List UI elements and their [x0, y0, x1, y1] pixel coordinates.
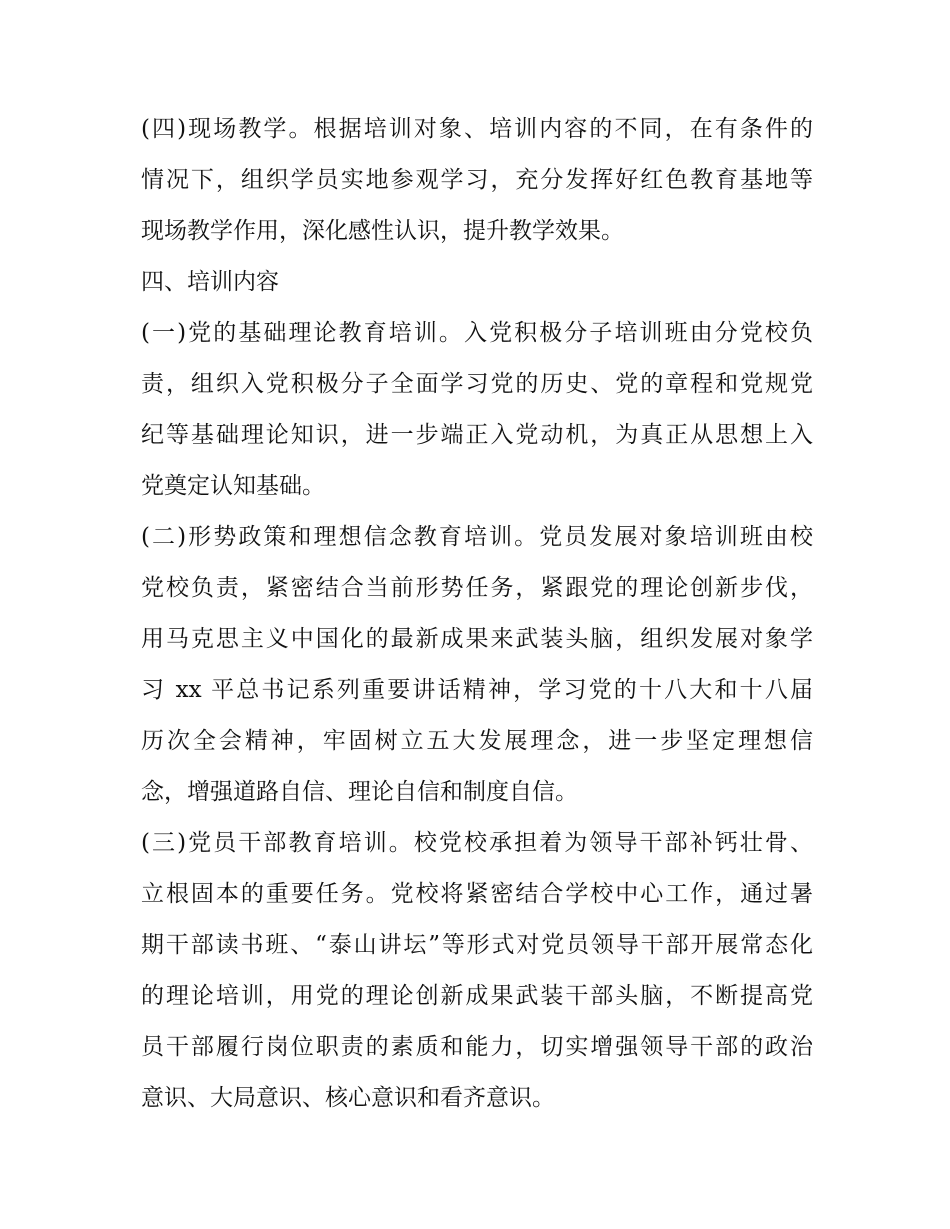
text-line: 现场教学作用，深化感性认识，提升教学效果。 [141, 218, 624, 244]
text-line: 习 xx 平总书记系列重要讲话精神，学习党的十八大和十八届 [141, 677, 813, 703]
text-line: 责，组织入党积极分子全面学习党的历史、党的章程和党规党 [141, 371, 813, 397]
text-line: 意识、大局意识、核心意识和看齐意识。 [141, 1085, 555, 1111]
text-line: (四)现场教学。根据培训对象、培训内容的不同，在有条件的 [141, 116, 813, 142]
text-line: 念，增强道路自信、理论自信和制度自信。 [141, 779, 578, 805]
text-line: 的理论培训，用党的理论创新成果武装干部头脑，不断提高党 [141, 983, 813, 1009]
text-line: 历次全会精神，牢固树立五大发展理念，进一步坚定理想信 [141, 728, 813, 754]
text-line: 纪等基础理论知识，进一步端正入党动机，为真正从思想上入 [141, 422, 813, 448]
text-line: 党奠定认知基础。 [141, 473, 325, 499]
text-line: 期干部读书班、“泰山讲坛”等形式对党员领导干部开展常态化 [141, 932, 813, 958]
section-heading: 四、培训内容 [141, 269, 279, 295]
text-line: 立根固本的重要任务。党校将紧密结合学校中心工作，通过暑 [141, 881, 813, 907]
document-body [141, 104, 813, 1124]
text-line: (二)形势政策和理想信念教育培训。党员发展对象培训班由校 [141, 524, 813, 550]
text-line: (一)党的基础理论教育培训。入党积极分子培训班由分党校负 [141, 320, 813, 346]
text-line: 党校负责，紧密结合当前形势任务，紧跟党的理论创新步伐， [141, 575, 813, 601]
text-line: 用马克思主义中国化的最新成果来武装头脑，组织发展对象学 [141, 626, 813, 652]
text-line: (三)党员干部教育培训。校党校承担着为领导干部补钙壮骨、 [141, 830, 813, 856]
text-line: 员干部履行岗位职责的素质和能力，切实增强领导干部的政治 [141, 1034, 813, 1060]
text-line: 情况下，组织学员实地参观学习，充分发挥好红色教育基地等 [141, 167, 813, 193]
